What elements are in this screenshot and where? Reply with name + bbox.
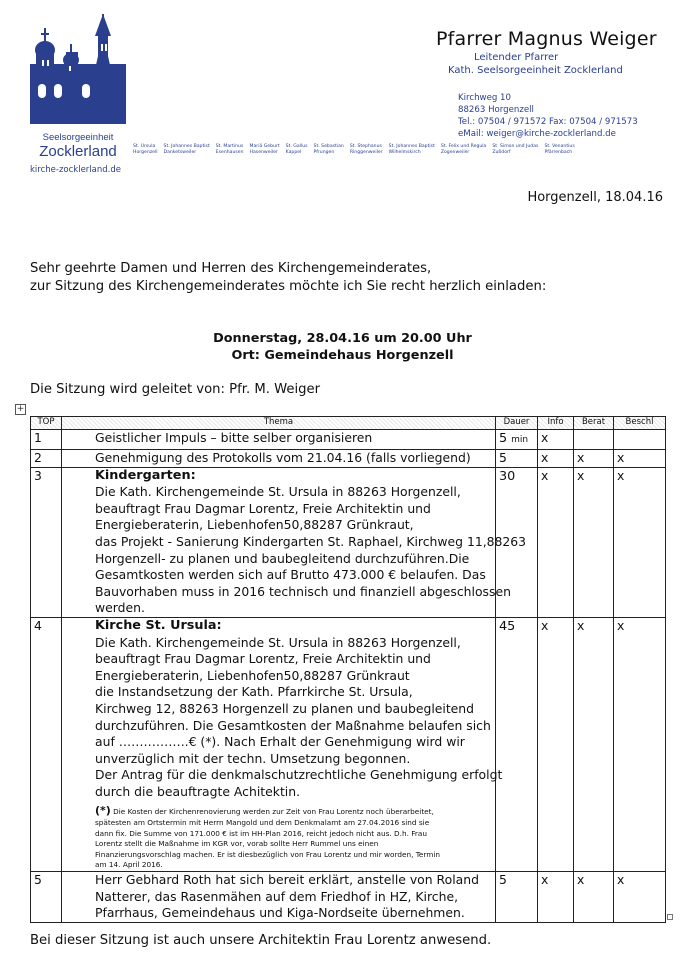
item-line: Herr Gebhard Roth hat sich bereit erklärt, anstelle von Roland	[95, 872, 479, 888]
parish-place: Zußdorf	[492, 150, 511, 155]
sender-email[interactable]: eMail: weiger@kirche-zocklerland.de	[458, 129, 616, 139]
table-row	[31, 430, 666, 450]
sender-name: Pfarrer Magnus Weiger	[436, 28, 657, 50]
parish-name: St. Ursula	[133, 144, 156, 149]
cell-dauer	[496, 617, 538, 871]
parish-place: Ringgenweiler	[349, 150, 383, 155]
sender-city: 88263 Horgenzell	[458, 105, 534, 115]
item-text: Genehmigung des Protokolls vom 21.04.16 (falls vorliegend)	[95, 449, 471, 465]
dauer-value: 30	[499, 468, 516, 484]
parish-name: St. Stephanus	[349, 144, 382, 149]
table-header-row	[31, 417, 666, 430]
cell-berat: x	[574, 872, 614, 923]
sender-phone: Tel.: 07504 / 971572 Fax: 07504 / 971573	[458, 117, 638, 127]
item-line: durchzuführen. Die Gesamtkosten der Maßnahme belaufen sich	[95, 717, 491, 733]
item-line: Horgenzell- zu planen und baubegleitend durchzuführen.Die	[95, 550, 470, 566]
cell-beschl: x	[614, 449, 666, 467]
item-line: Die Kath. Kirchengemeinde St. Ursula in 88263 Horgenzell,	[95, 484, 461, 500]
salutation-line: zur Sitzung des Kirchengemeinderates möchte ich Sie recht herzlich einladen:	[30, 279, 547, 294]
meeting-where: Ort: Gemeindehaus Horgenzell	[231, 348, 454, 363]
parish-name: St. Johannes Baptist	[163, 144, 210, 149]
cell-top: 4	[31, 617, 62, 871]
agenda-table	[30, 416, 666, 923]
parish-place: Pfrungen	[313, 150, 335, 155]
parish-place: Zogenweiler	[440, 150, 470, 155]
cell-beschl: x	[614, 617, 666, 871]
cell-info: x	[538, 449, 574, 467]
parish-name: Mariä Geburt	[249, 144, 280, 149]
footnote-line: dann fix. Die Summe von 171.000 € ist im HH-Plan 2016, reicht jedoch nicht aus. D.h. Frau	[95, 828, 427, 838]
cell-info: x	[538, 872, 574, 923]
header-info: Info	[538, 417, 574, 430]
cell-beschl: x	[614, 872, 666, 923]
item-line: auf ……………..€ (*). Nach Erhalt der Genehmigung wird wir	[95, 734, 465, 750]
table-row	[31, 617, 666, 871]
cell-thema	[62, 430, 496, 450]
header-dauer: Dauer	[496, 417, 538, 430]
parish-name: St. Johannes Baptist	[388, 144, 435, 149]
header-top: TOP	[31, 417, 62, 430]
item-line: Die Kath. Kirchengemeinde St. Ursula in 88263 Horgenzell,	[95, 634, 461, 650]
cell-info: x	[538, 430, 574, 450]
cell-beschl	[614, 430, 666, 450]
footnote-marker: (*)	[95, 804, 111, 818]
table-row	[31, 467, 666, 617]
meeting-when: Donnerstag, 28.04.16 um 20.00 Uhr	[213, 331, 472, 346]
parish-entry	[216, 144, 244, 156]
footnote-line: Finanzierungsvorschlag machen. Er ist diesbezüglich von Frau Lorentz und mir worden, Termin	[95, 849, 441, 859]
cell-thema	[62, 449, 496, 467]
parish-name: St. Gallus	[285, 144, 308, 149]
parish-name: St. Sebastian	[313, 144, 344, 149]
parish-entry	[133, 144, 158, 156]
meeting-info	[0, 330, 685, 364]
cell-berat: x	[574, 617, 614, 871]
parish-entry	[250, 144, 280, 156]
item-line: durch die beauftragte Achitektin.	[95, 783, 301, 799]
cell-thema	[62, 617, 503, 871]
header-beschl: Beschl	[614, 417, 666, 430]
cell-beschl: x	[614, 467, 666, 617]
place-date: Horgenzell, 18.04.16	[527, 190, 663, 205]
item-line: Energieberaterin, Liebenhofen50,88287 Grünkraut	[95, 667, 410, 683]
item-text: Geistlicher Impuls – bitte selber organisieren	[95, 430, 373, 445]
table-resize-handle[interactable]	[667, 914, 673, 920]
logo-text-line2: Zocklerland	[39, 143, 117, 160]
cell-berat	[574, 430, 614, 450]
parish-entry	[544, 144, 574, 156]
dauer-unit: min	[511, 435, 529, 445]
parish-place: Horgenzell	[133, 150, 158, 155]
item-line: Gesamtkosten werden sich auf Brutto 473.000 € belaufen. Das	[95, 567, 486, 583]
item-line: Pfarrhaus, Gemeindehaus und Kiga-Nordseite übernehmen.	[95, 905, 465, 921]
sender-street: Kirchweg 10	[458, 93, 511, 103]
item-line: unverzüglich mit der techn. Umsetzung begonnen.	[95, 750, 411, 766]
dauer-value: 5	[499, 431, 508, 446]
item-line: das Projekt - Sanierung Kindergarten St. Raphael, Kirchweg 11,88263	[95, 533, 527, 549]
cell-info: x	[538, 467, 574, 617]
logo-text-line1: Seelsorgeeinheit	[42, 132, 114, 143]
cell-top: 3	[31, 467, 62, 617]
sender-role: Leitender Pfarrer	[474, 52, 559, 63]
parish-place: Danketsweiler	[163, 150, 197, 155]
parish-place: Hasenweiler	[249, 150, 278, 155]
item-line: werden.	[95, 600, 145, 616]
cell-top: 5	[31, 872, 62, 923]
item-title: Kindergarten:	[95, 467, 196, 483]
item-line: beauftragt Frau Dagmar Lorentz, Freie Architektin und	[95, 500, 431, 516]
footnote-line: Lorentz stellt die Maßnahme im KGR vor, vorab sollte Herr Rummel uns einen	[95, 839, 379, 849]
parish-place: Kappel	[285, 150, 302, 155]
item-line: Der Antrag für die denkmalschutzrechtliche Genehmigung erfolgt	[95, 767, 503, 783]
item-line: Kirchweg 12, 88263 Horgenzell zu planen und baubegleitend	[95, 700, 475, 716]
parish-entry	[492, 144, 538, 156]
cell-berat: x	[574, 449, 614, 467]
salutation	[30, 260, 546, 296]
chaired-by: Die Sitzung wird geleitet von: Pfr. M. Weiger	[30, 382, 321, 397]
parish-entry	[286, 144, 308, 156]
parish-entry	[350, 144, 383, 156]
salutation-line: Sehr geehrte Damen und Herren des Kirchengemeinderates,	[30, 261, 432, 276]
cell-thema	[62, 872, 496, 923]
parish-entry	[389, 144, 435, 156]
header-berat: Berat	[574, 417, 614, 430]
plus-icon[interactable]: +	[16, 404, 25, 414]
parish-entry	[441, 144, 487, 156]
cell-thema	[62, 467, 527, 617]
parish-name: St. Simon und Judas	[492, 144, 539, 149]
parish-name: St. Martinus	[215, 144, 244, 149]
cell-dauer: 5	[496, 872, 538, 923]
logo-url: kirche-zocklerland.de	[30, 165, 121, 175]
parish-logo	[30, 14, 126, 162]
parish-name: St. Felix und Regula	[440, 144, 487, 149]
parish-entry	[164, 144, 210, 156]
cell-berat: x	[574, 467, 614, 617]
parish-place: Wilhelmskirch	[388, 150, 421, 155]
closing-text: Bei dieser Sitzung ist auch unsere Architektin Frau Lorentz anwesend.	[30, 933, 492, 948]
parish-name: St. Venantius	[544, 144, 575, 149]
footnote	[96, 806, 492, 871]
item-line: die Instandsetzung der Kath. Pfarrkirche St. Ursula,	[95, 684, 413, 700]
footnote-line: spätesten am Ortstermin mit Herrn Mangold und dem Denkmalamt am 27.04.2016 sind sie	[95, 818, 430, 828]
item-title: Kirche St. Ursula:	[95, 617, 222, 633]
item-line: Energieberaterin, Liebenhofen50,88287 Grünkraut,	[95, 517, 414, 533]
dauer-value: 45	[499, 618, 516, 634]
item-line: Natterer, das Rasenmähen auf dem Friedhof in HZ, Kirche,	[95, 888, 459, 904]
header-thema: Thema	[62, 417, 496, 430]
item-line: Bauvorhaben muss in 2016 technisch und finanziell abgeschlossen	[95, 583, 511, 599]
cell-dauer: 5	[496, 449, 538, 467]
table-row	[31, 449, 666, 467]
footnote-line: Die Kosten der Kirchenrenovierung werden zur Zeit von Frau Lorentz noch überarbeitet,	[113, 807, 434, 817]
cell-dauer	[496, 430, 538, 450]
sender-unit: Kath. Seelsorgeeinheit Zocklerland	[448, 65, 623, 76]
cell-top: 1	[31, 430, 62, 450]
cell-top: 2	[31, 449, 62, 467]
parish-place: Esenhausen	[215, 150, 244, 155]
cell-info: x	[538, 617, 574, 871]
parish-list	[133, 144, 663, 156]
footnote-line: am 14. April 2016.	[95, 860, 163, 870]
parish-entry	[314, 144, 344, 156]
item-line: beauftragt Frau Dagmar Lorentz, Freie Architektin und	[95, 651, 431, 667]
table-row	[31, 872, 666, 923]
parish-place: Pfärrenbach	[544, 150, 573, 155]
